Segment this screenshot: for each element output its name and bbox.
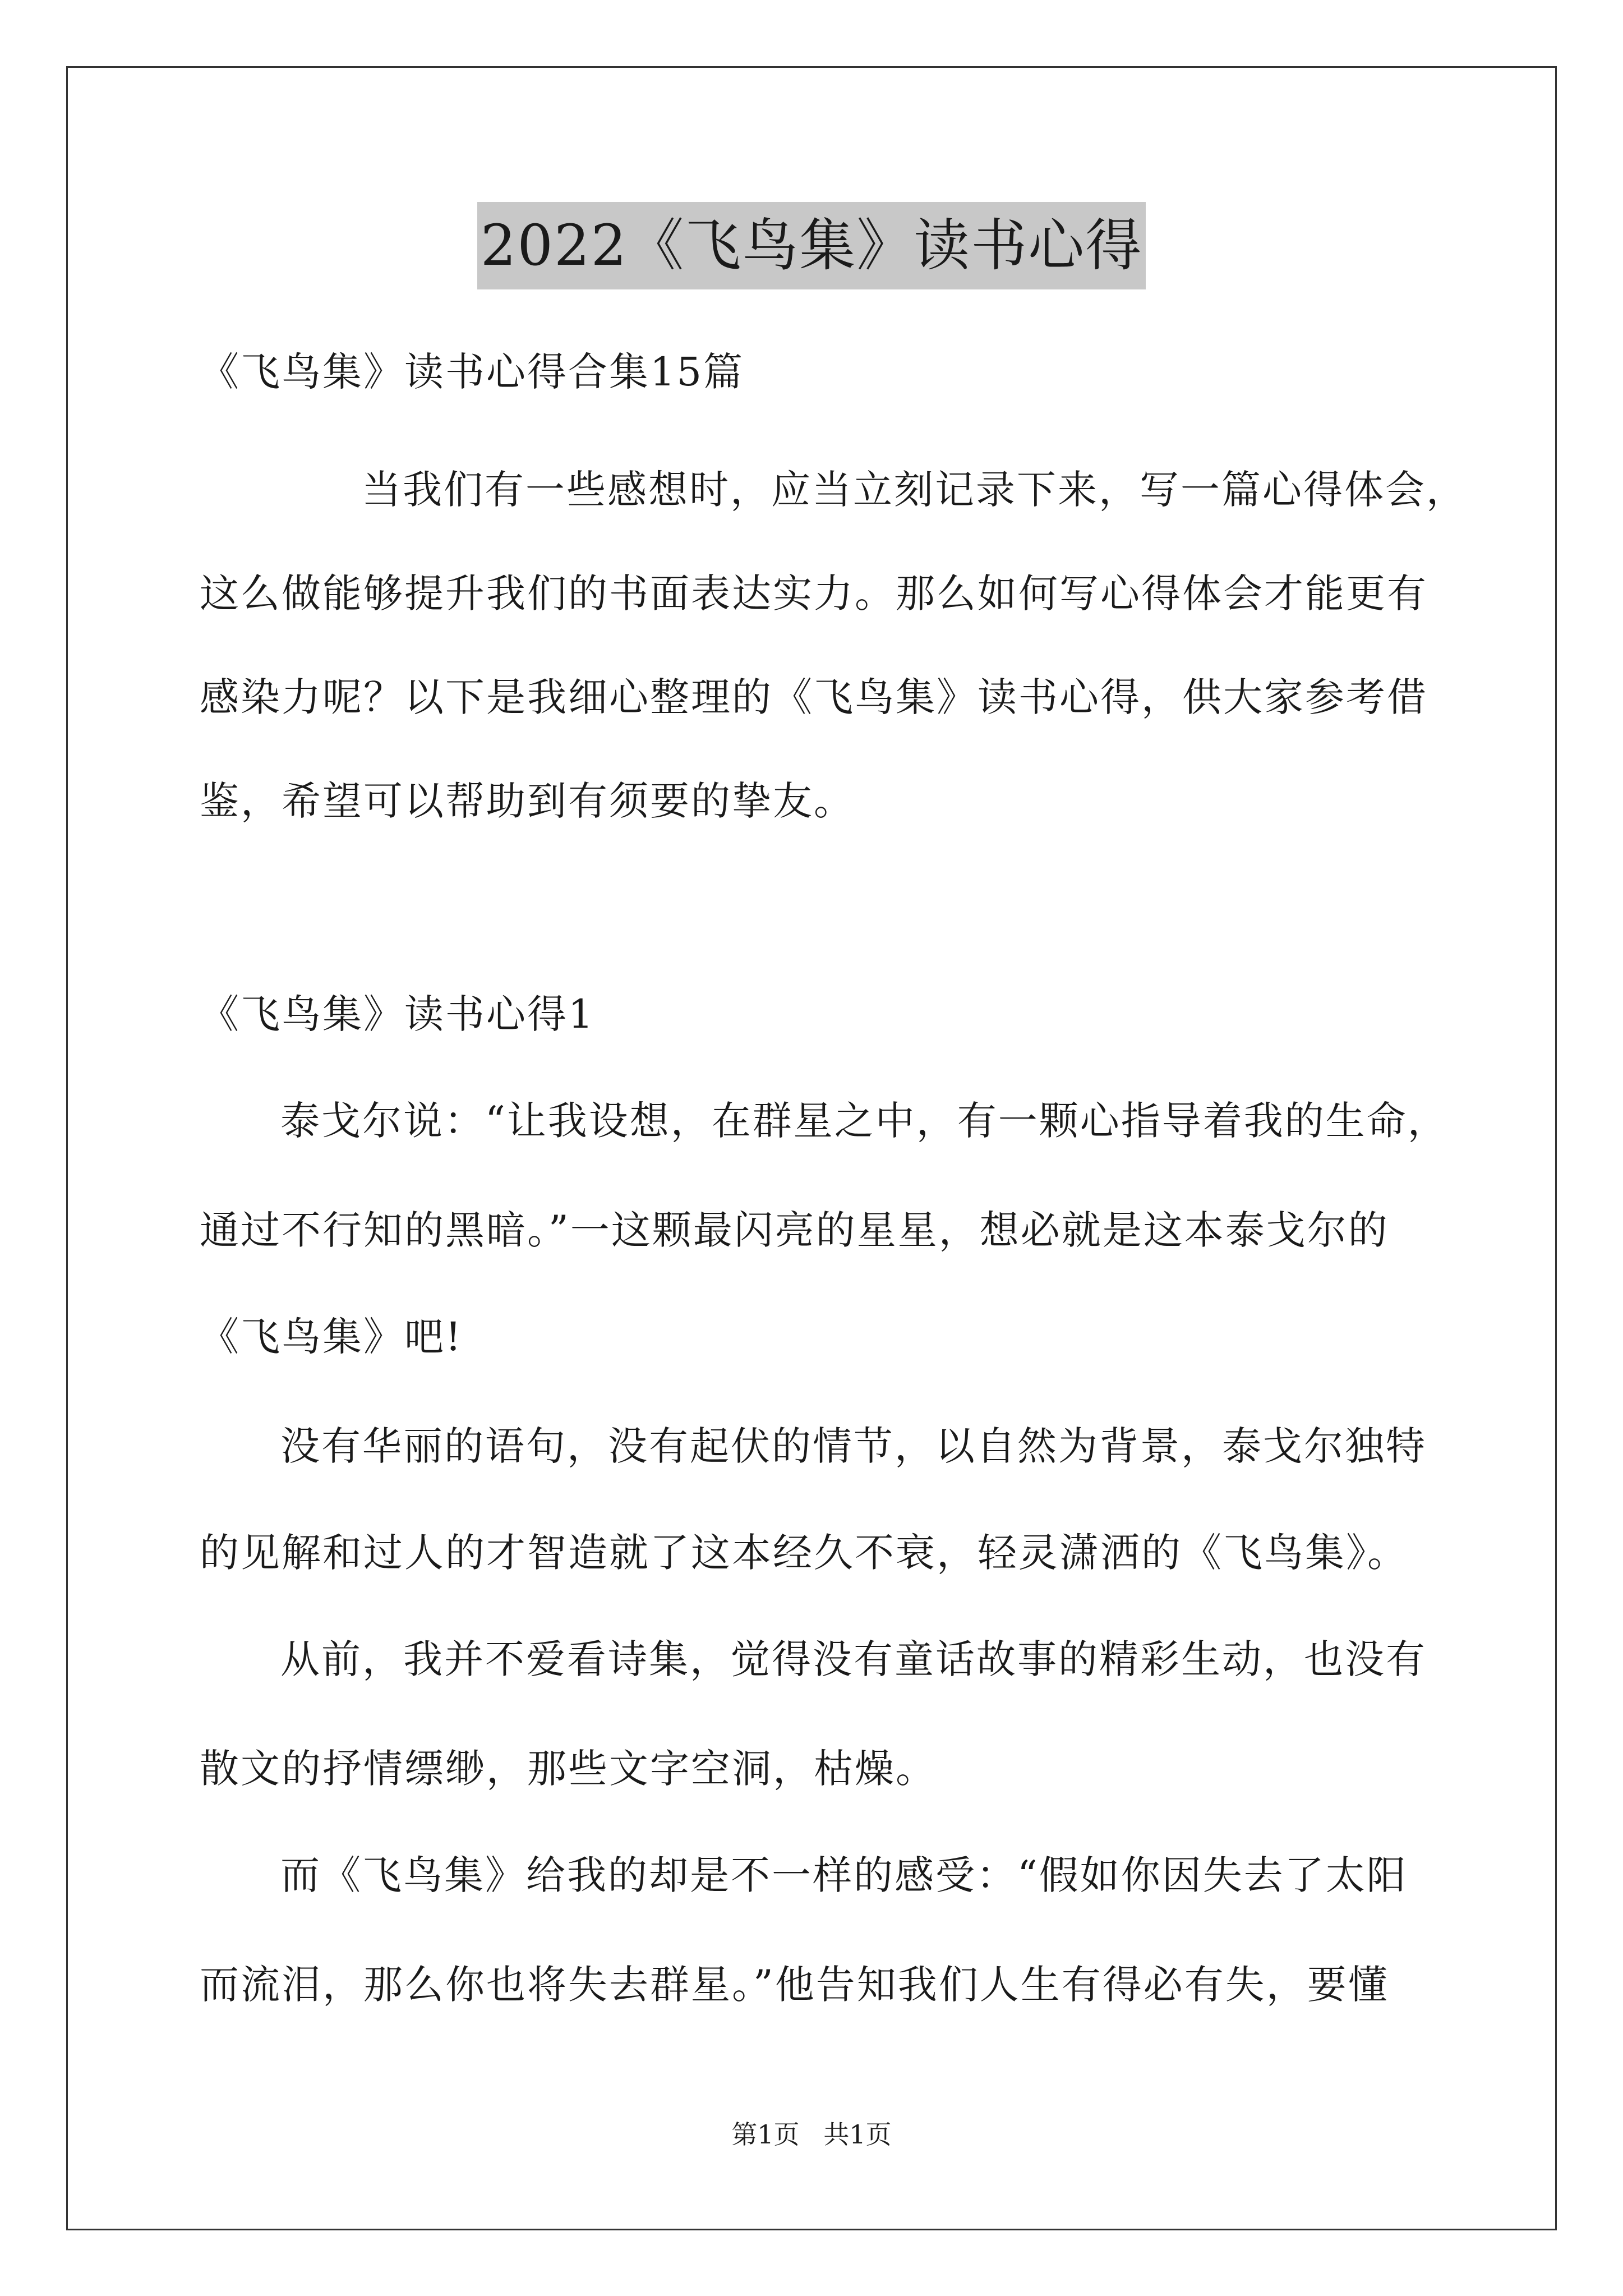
paragraph-line: 而《飞鸟集》给我的却是不一样的感受：“假如你因失去了太阳 [280, 1852, 1408, 1898]
paragraph-line: 从前，我并不爱看诗集，觉得没有童话故事的精彩生动，也没有 [280, 1636, 1427, 1682]
page-number: 第1页 [731, 2119, 800, 2150]
title-container [0, 202, 1623, 289]
paragraph-line: 通过不行知的黑暗。”一这颗最闪亮的星星，想必就是这本泰戈尔的 [200, 1207, 1389, 1253]
page-footer [0, 2118, 1623, 2151]
paragraph-line: 而流泪，那么你也将失去群星。”他告知我们人生有得必有失，要懂 [200, 1962, 1389, 2008]
subtitle-line: 《飞鸟集》读书心得合集15篇 [200, 349, 745, 395]
paragraph-line: 《飞鸟集》吧! [200, 1314, 463, 1360]
paragraph-line: 散文的抒情缥缈，那些文字空洞，枯燥。 [200, 1746, 937, 1792]
paragraph-line: 的见解和过人的才智造就了这本经久不衰，轻灵潇洒的《飞鸟集》。 [200, 1530, 1408, 1576]
paragraph-line: 泰戈尔说：“让我设想，在群星之中，有一颗心指导着我的生命， [280, 1098, 1449, 1144]
paragraph-line: 没有华丽的语句，没有起伏的情节，以自然为背景，泰戈尔独特 [280, 1423, 1427, 1469]
page-total: 共1页 [823, 2119, 892, 2150]
paragraph-line: 鉴，希望可以帮助到有须要的挚友。 [200, 778, 855, 824]
paragraph-line: 感染力呢？以下是我细心整理的《飞鸟集》读书心得，供大家参考借 [200, 674, 1428, 720]
section-heading: 《飞鸟集》读书心得1 [200, 991, 595, 1037]
paragraph-line: 这么做能够提升我们的书面表达实力。那么如何写心得体会才能更有 [200, 570, 1428, 616]
document-title: 2022《飞鸟集》读书心得 [477, 202, 1146, 289]
paragraph-line: 当我们有一些感想时，应当立刻记录下来，写一篇心得体会， [362, 467, 1467, 513]
